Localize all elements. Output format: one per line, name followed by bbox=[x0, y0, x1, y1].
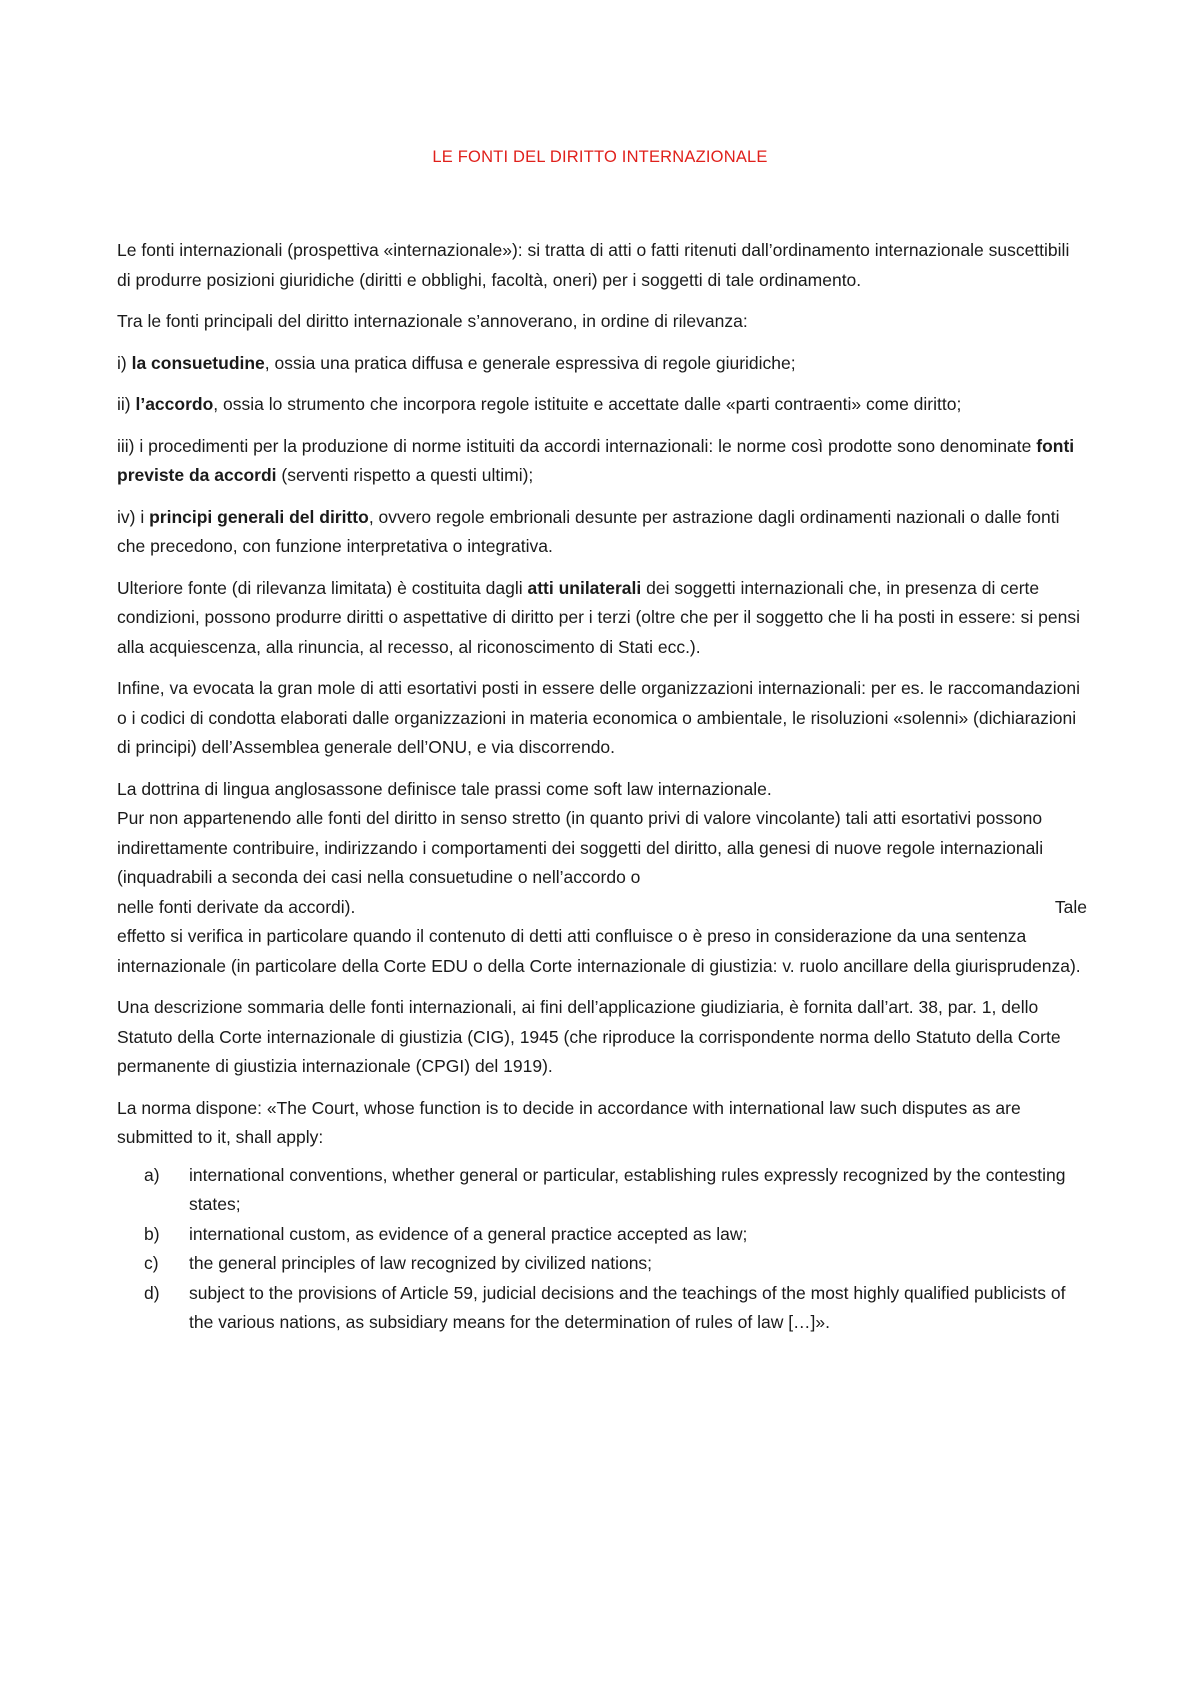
source-iii-text: (serventi rispetto a questi ultimi); bbox=[276, 465, 534, 485]
list-item-text: international conventions, whether general or particular, establishing rules expressly recognized by the contesting states; bbox=[189, 1164, 1066, 1214]
soft-law-tale-left: nelle fonti derivate da accordi). bbox=[117, 896, 356, 917]
paragraph-norm-quote: La norma dispone: «The Court, whose function is to decide in accordance with international law such disputes as are submitted to it, shall apply: bbox=[117, 1097, 1021, 1147]
source-i-text: , ossia una pratica diffusa e generale espressiva di regole giuridiche; bbox=[264, 352, 796, 373]
source-iv-bold: principi generali del diritto bbox=[149, 506, 369, 527]
list-item bbox=[117, 1249, 1087, 1279]
soft-law-line1: La dottrina di lingua anglosassone definisce tale prassi come soft law internazionale. bbox=[117, 778, 772, 799]
list-item-text: subject to the provisions of Article 59, judicial decisions and the teachings of the most highly qualified publicists of the various nations, as subsidiary means for the determination of rules of law […]». bbox=[189, 1282, 1066, 1332]
paragraph-source-iv bbox=[117, 503, 1087, 562]
source-iv-prefix: iv) i bbox=[117, 506, 150, 527]
list-item bbox=[117, 1161, 1087, 1220]
paragraph-source-iii bbox=[117, 432, 1087, 491]
list-item-label: b) bbox=[144, 1223, 160, 1244]
paragraph-unilateral-acts bbox=[117, 574, 1087, 663]
list-item bbox=[117, 1279, 1087, 1338]
soft-law-end: effetto si verifica in particolare quando il contenuto di detti atti confluisce o è preso in considerazione da una sentenza internazionale (in particolare della Corte EDU o della Corte internazionale di giustizia: v. ruolo ancillare della giurisprudenza). bbox=[117, 926, 1081, 976]
source-iii-prefix: iii) i procedimenti per la produzione di norme istituiti da accordi internazionali: le norme così prodotte sono denominate bbox=[117, 435, 1037, 456]
source-i-bold: la consuetudine bbox=[131, 352, 265, 373]
soft-law-body: Pur non appartenendo alle fonti del diritto in senso stretto (in quanto privi di valore vincolante) tali atti esortativi possono indirettamente contribuire, indirizzando i comportamenti dei soggetti del diritto, alla genesi di nuove regole internazionali (inquadrabili a seconda dei casi nella consuetudine o nell’accordo o bbox=[117, 808, 1044, 887]
source-ii-prefix: ii) bbox=[117, 394, 136, 414]
list-item-text: international custom, as evidence of a general practice accepted as law; bbox=[189, 1223, 748, 1244]
source-iv-text: , ovvero regole embrionali desunte per astrazione dagli ordinamenti nazionali o dalle fonti che precedono, con funzione interpretativa o integrativa. bbox=[117, 506, 1060, 556]
paragraph-intro: Le fonti internazionali (prospettiva «internazionale»): si tratta di atti o fatti ritenuti dall’ordinamento internazionale suscettibili di produrre posizioni giuridiche (diritti e obblighi, facoltà, oneri) per i soggetti di tale ordinamento. bbox=[117, 240, 1070, 290]
list-item bbox=[117, 1220, 1087, 1250]
document-body bbox=[117, 236, 1087, 1338]
paragraph-source-i bbox=[117, 349, 1087, 379]
unilateral-bold: atti unilaterali bbox=[527, 577, 642, 598]
list-item-label: a) bbox=[144, 1164, 160, 1185]
court-sources-list bbox=[117, 1161, 1087, 1338]
soft-law-tale-line bbox=[117, 893, 1087, 923]
list-item-label: c) bbox=[144, 1253, 159, 1273]
unilateral-text: dei soggetti internazionali che, in presenza di certe condizioni, possono produrre diritti o aspettative di diritto per i terzi (oltre che per il soggetto che li ha posti in essere: si pensi alla acquiescenza, alla rinuncia, al recesso, al riconoscimento di Stati ecc.). bbox=[117, 577, 1080, 657]
source-iii-bold: fonti previste da accordi bbox=[117, 435, 1075, 485]
source-ii-text: , ossia lo strumento che incorpora regole istituite e accettate dalle «parti contraenti» come diritto; bbox=[213, 394, 962, 414]
source-ii-bold: l’accordo bbox=[135, 394, 214, 414]
paragraph-art38: Una descrizione sommaria delle fonti internazionali, ai fini dell’applicazione giudiziaria, è fornita dall’art. 38, par. 1, dello Statuto della Corte internazionale di giustizia (CIG), 1945 (che riproduce la corrispondente norma dello Statuto della Corte permanente di giustizia internazionale (CPGI) del 1919). bbox=[117, 997, 1061, 1076]
document-title: LE FONTI DEL DIRITTO INTERNAZIONALE bbox=[432, 148, 768, 166]
paragraph-hortatory-acts: Infine, va evocata la gran mole di atti esortativi posti in essere delle organizzazioni internazionali: per es. le raccomandazioni o i codici di condotta elaborati dalle organizzazioni in materia economica o ambientale, le risoluzioni «solenni» (dichiarazioni di principi) dell’Assemblea generale dell’ONU, e via discorrendo. bbox=[117, 678, 1081, 757]
source-i-prefix: i) bbox=[117, 352, 132, 373]
paragraph-sources-list-intro: Tra le fonti principali del diritto internazionale s’annoverano, in ordine di rilevanza: bbox=[117, 311, 748, 331]
paragraph-soft-law bbox=[117, 775, 1087, 982]
list-item-text: the general principles of law recognized by civilized nations; bbox=[189, 1253, 653, 1273]
paragraph-source-ii bbox=[117, 390, 1087, 420]
soft-law-tale-right: Tale bbox=[1054, 896, 1087, 917]
unilateral-prefix: Ulteriore fonte (di rilevanza limitata) è costituita dagli bbox=[117, 577, 528, 598]
list-item-label: d) bbox=[144, 1282, 160, 1303]
